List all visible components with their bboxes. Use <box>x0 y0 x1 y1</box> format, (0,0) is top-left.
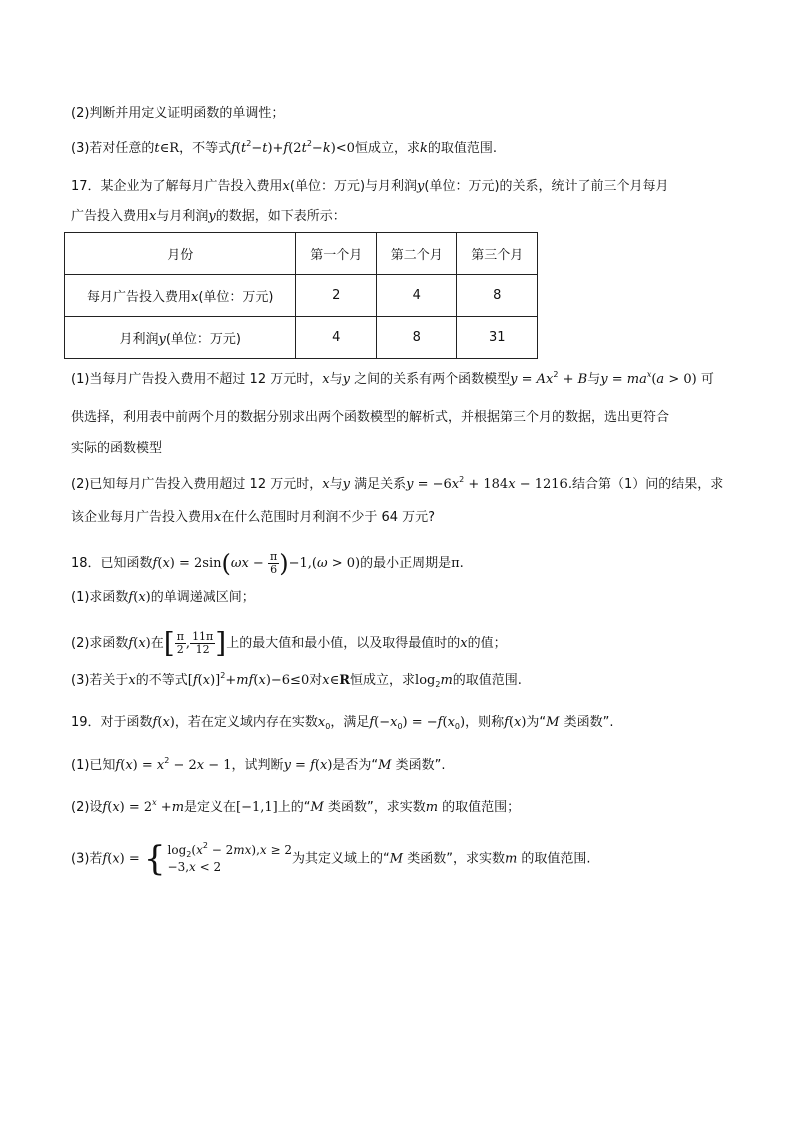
q16-part2: (2)判断并用定义证明函数的单调性； <box>71 106 285 121</box>
table-row-label: 月利润y(单位：万元) <box>65 317 296 359</box>
q17-intro-line2: 广告投入费用x与月利润y的数据，如下表所示： <box>71 209 346 224</box>
table-cell: 4 <box>376 275 457 317</box>
table-row-label: 每月广告投入费用x(单位：万元) <box>65 275 296 317</box>
table-cell: 2 <box>296 275 377 317</box>
q19-intro: 19．对于函数f(x)，若在定义域内存在实数$x_0$，满足$f(-x_0) = -f(x_0)$，则称f(x)为“M 类函数”. <box>71 715 614 731</box>
q19-part2: (2)设$f(x) = 2^x +m$是定义在[−1,1]上的“M 类函数”，求实数m 的取值范围； <box>71 798 521 815</box>
q17-part2-line2: 该企业每月广告投入费用x在什么范围时月利润不少于 64 万元? <box>71 510 436 525</box>
q17-part1-line3: 实际的函数模型 <box>71 441 163 456</box>
table-row <box>65 317 538 359</box>
table-cell: 8 <box>457 275 538 317</box>
table-header-cell: 月份 <box>65 233 296 275</box>
q16-part3: (3)若对任意的t∈R，不等式$f(t^2-t)+f(2t^2-k)<0$恒成立，求k的取值范围. <box>71 139 497 156</box>
q17-intro-line1: 17．某企业为了解每月广告投入费用x(单位：万元)与月利润y(单位：万元)的关系，统计了前三个月每月 <box>71 179 669 194</box>
q18-part3: (3)若关于x的不等式$[f(x)]^2+mf(x)-6\le 0$对x∈R恒成立，求$\log_2m$的取值范围. <box>71 671 522 689</box>
q18-part2: (2)求函数f(x)在[ $\frac{\pi}{2}$ , $\frac{11\pi}{12}$ ]上的最大值和最小值，以及取得最值时的x的值； <box>71 626 507 660</box>
q18-part1: (1)求函数f(x)的单调递减区间； <box>71 590 255 605</box>
table-header-cell: 第一个月 <box>296 233 377 275</box>
q17-part2-line1: (2)已知每月广告投入费用超过 12 万元时，x与y 满足关系$y = -6x^2 + 184x - 1216$.结合第（1）问的结果，求 <box>71 475 724 492</box>
table-cell: 8 <box>376 317 457 359</box>
table-cell: 31 <box>457 317 538 359</box>
table-header-cell: 第三个月 <box>457 233 538 275</box>
q17-part1-line2: 供选择，利用表中前两个月的数据分别求出两个函数模型的解析式，并根据第三个月的数据，选出更符合 <box>71 410 670 425</box>
q17-data-table <box>64 232 538 359</box>
q17-part1-line1: (1)当每月广告投入费用不超过 12 万元时，x与y 之间的关系有两个函数模型$y = Ax^2 + B$与$y = ma^x(a > 0)$ 可 <box>71 370 714 387</box>
q19-part3: (3)若f(x) = { $\log_2(x^2 - 2mx),x \ge 2$ −3,x < 2 为其定义域上的“M 类函数”，求实数m 的取值范围. <box>71 839 591 879</box>
table-cell: 4 <box>296 317 377 359</box>
table-header-cell: 第二个月 <box>376 233 457 275</box>
q18-intro: 18．已知函数f(x) = 2sin(ωx − $\frac{\pi}{6}$ )−1,(ω > 0)的最小正周期是π. <box>71 549 464 578</box>
table-row <box>65 275 538 317</box>
table-row <box>65 233 538 275</box>
q19-part1: (1)已知$f(x) = x^2 - 2x - 1$，试判断y = f(x)是否为“M 类函数”. <box>71 756 446 773</box>
